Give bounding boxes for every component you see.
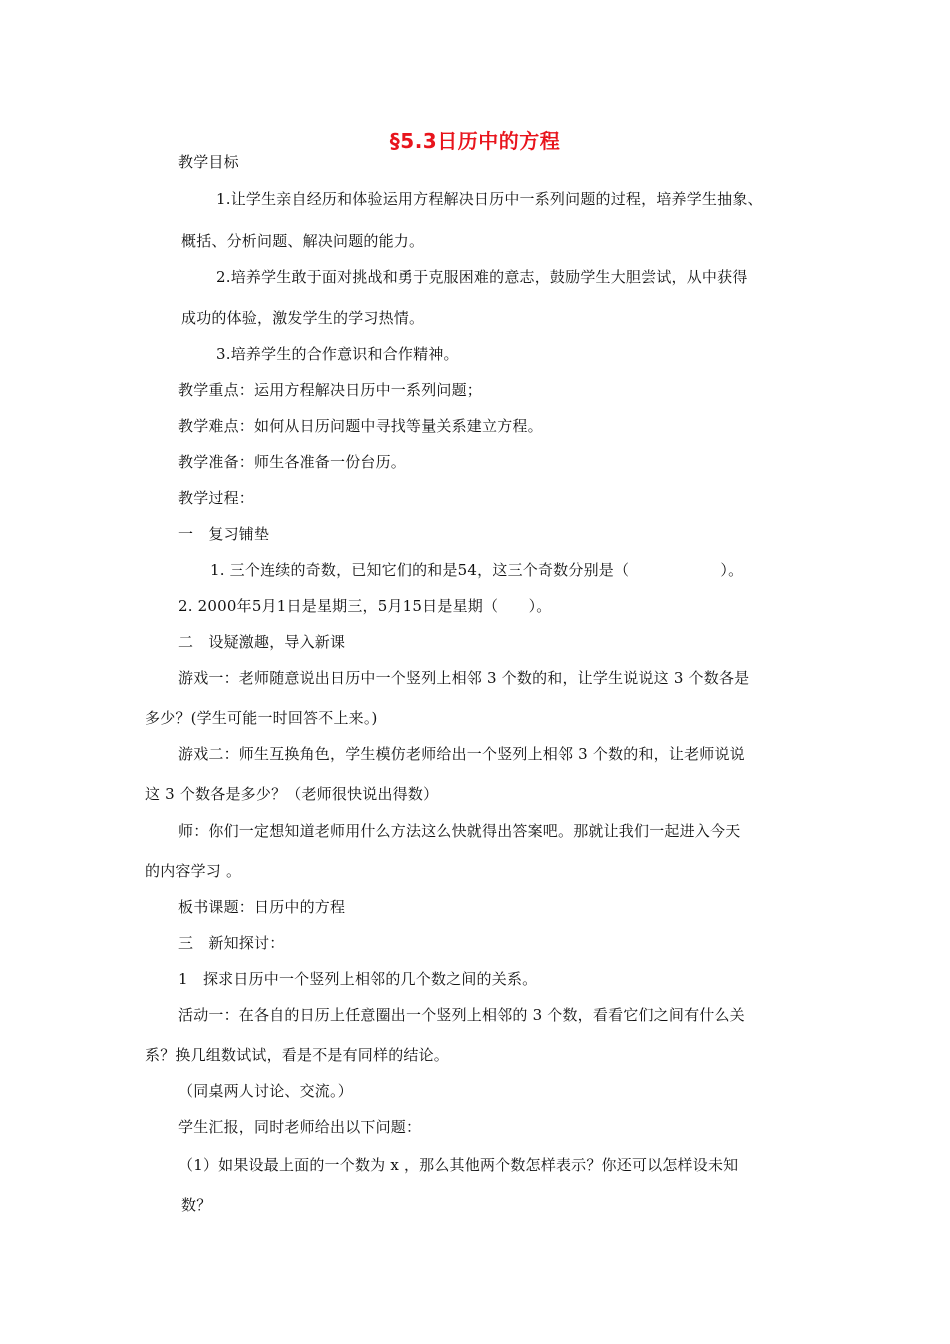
activity-one-line-2: 系？换几组数试试，看是不是有同样的结论。 [145,1046,450,1064]
section-heading-objectives: 教学目标 [178,153,239,171]
game-one-line-1: 游戏一：老师随意说出日历中一个竖列上相邻 3 个数的和，让学生说说这 3 个数各是 [178,669,750,687]
question-1-line-1: （1）如果设最上面的一个数为 x ，那么其他两个数怎样表示？你还可以怎样设未知 [178,1156,739,1174]
section-heading-process: 教学过程： [178,489,255,507]
review-question-2: 2. 2000年5月1日是星期三，5月15日是星期（ ）。 [178,597,552,615]
discussion-note: （同桌两人讨论、交流。） [178,1082,353,1100]
part-two-heading: 二 设疑激趣，导入新课 [178,633,346,651]
document-title: §5.3日历中的方程 [389,129,561,153]
difficult-point: 教学难点：如何从日历问题中寻找等量关系建立方程。 [178,417,543,435]
review-question-1: 1. 三个连续的奇数，已知它们的和是54，这三个奇数分别是（ ）。 [210,561,744,579]
exploration-1: 1 探求日历中一个竖列上相邻的几个数之间的关系。 [178,970,538,988]
objective-2-line-1: 2.培养学生敢于面对挑战和勇于克服困难的意志，鼓励学生大胆尝试，从中获得 [216,268,748,286]
part-three-heading: 三 新知探讨： [178,934,285,952]
objective-2-line-2: 成功的体验，激发学生的学习热情。 [181,309,425,327]
game-two-line-2: 这 3 个数各是多少？（老师很快说出得数） [145,785,439,803]
game-two-line-1: 游戏二：师生互换角色，学生模仿老师给出一个竖列上相邻 3 个数的和，让老师说说 [178,745,745,763]
key-point: 教学重点：运用方程解决日历中一系列问题； [178,381,483,399]
student-report: 学生汇报，同时老师给出以下问题： [178,1118,422,1136]
activity-one-line-1: 活动一：在各自的日历上任意圈出一个竖列上相邻的 3 个数，看看它们之间有什么关 [178,1006,745,1024]
teacher-line-1: 师：你们一定想知道老师用什么方法这么快就得出答案吧。那就让我们一起进入今天 [178,822,741,840]
objective-1-line-2: 概括、分析问题、解决问题的能力。 [181,232,425,250]
preparation: 教学准备：师生各准备一份台历。 [178,453,407,471]
part-one-heading: 一 复习铺垫 [178,525,270,543]
objective-1-line-1: 1.让学生亲自经历和体验运用方程解决日历中一系列问题的过程，培养学生抽象、 [216,190,763,208]
board-title: 板书课题：日历中的方程 [178,898,346,916]
question-1-line-2: 数？ [181,1196,212,1214]
objective-3: 3.培养学生的合作意识和合作精神。 [216,345,459,363]
game-one-line-2: 多少？(学生可能一时回答不上来。) [145,709,378,727]
teacher-line-2: 的内容学习 。 [145,862,242,880]
